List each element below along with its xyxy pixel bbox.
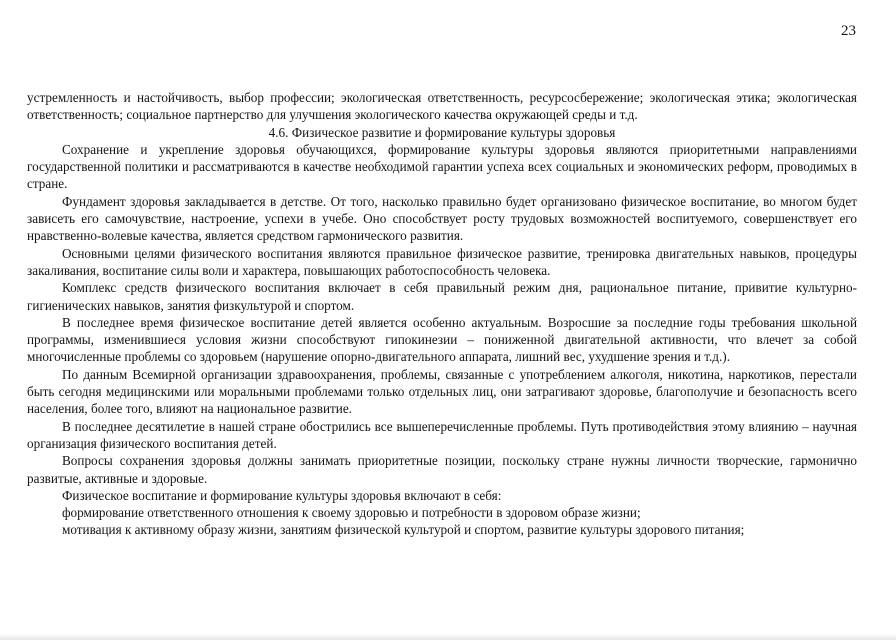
list-item-responsibility: формирование ответственного отношения к своему здоровью и потребности в здоровом образе жизни;: [62, 505, 641, 521]
paragraph-means-complex: Комплекс средств физического воспитания включает в себя правильный режим дня, рациональное питание, привитие культурно-гигиенических навыков, занятия физкультурой и спортом.: [27, 280, 857, 313]
page-body: [27, 89, 857, 539]
list-item-motivation: мотивация к активному образу жизни, занятиям физической культурой и спортом, развитие культуры здорового питания;: [62, 522, 745, 538]
paragraph-main-goals: Основными целями физического воспитания являются правильное физическое развитие, тренировка двигательных навыков, процедуры закаливания, воспитание силы воли и характера, повышающих работоспособность человека.: [27, 245, 857, 278]
paragraph-who-data: По данным Всемирной организации здравоохранения, проблемы, связанные с употреблением алкоголя, никотина, наркотиков, перестали быть сегодня медицинскими или моральными проблемами только отдельных лиц, они затрагивают здоровье, благополучие и безопасность всего населения, более того, влияют на национальное развитие.: [27, 366, 857, 417]
page-number: 23: [841, 23, 856, 39]
paragraph-health-foundation: Фундамент здоровья закладывается в детстве. От того, насколько правильно будет организовано физическое воспитание, во многом будет зависеть его самочувствие, настроение, успехи в учебе. Оно способствует росту трудовых возможностей воспитуемого, совершенствует его нравственно-волевые качества, является средством гармонического развития.: [27, 193, 857, 244]
paragraph-health-issues: Вопросы сохранения здоровья должны занимать приоритетные позиции, поскольку стране нужны личности творческие, гармонично развитые, активные и здоровые.: [27, 453, 857, 486]
paragraph-health-priority: Сохранение и укрепление здоровья обучающихся, формирование культуры здоровья являются приоритетными направлениями государственной политики и рассматриваются в качестве необходимой гарантии успеха всех социальных и экономических реформ, проводимых в стране.: [27, 141, 857, 192]
section-heading: 4.6. Физическое развитие и формирование культуры здоровья: [268, 124, 616, 140]
intro-paragraph: устремленность и настойчивость, выбор профессии; экологическая ответственность, ресурсосбережение; экологическая этика; экологическая ответственность; социальное партнерство для улучшения экологического качества окружающей среды и т.д.: [27, 90, 857, 123]
paragraph-relevance: В последнее время физическое воспитание детей является особенно актуальным. Возросшие за последние годы требования школьной программы, изменившиеся условия жизни способствуют гипокинезии – пониженной двигательной активности, что влечет за собой многочисленные проблемы со здоровьем (нарушение опорно-двигательного аппарата, лишний вес, ухудшение зрения и т.д.).: [27, 314, 857, 365]
paragraph-last-decade: В последнее десятилетие в нашей стране обострились все вышеперечисленные проблемы. Путь противодействия этому влиянию – научная организация физического воспитания детей.: [27, 418, 857, 451]
paragraph-list-intro: Физическое воспитание и формирование культуры здоровья включают в себя:: [62, 487, 502, 503]
scan-bottom-edge: [0, 634, 896, 640]
